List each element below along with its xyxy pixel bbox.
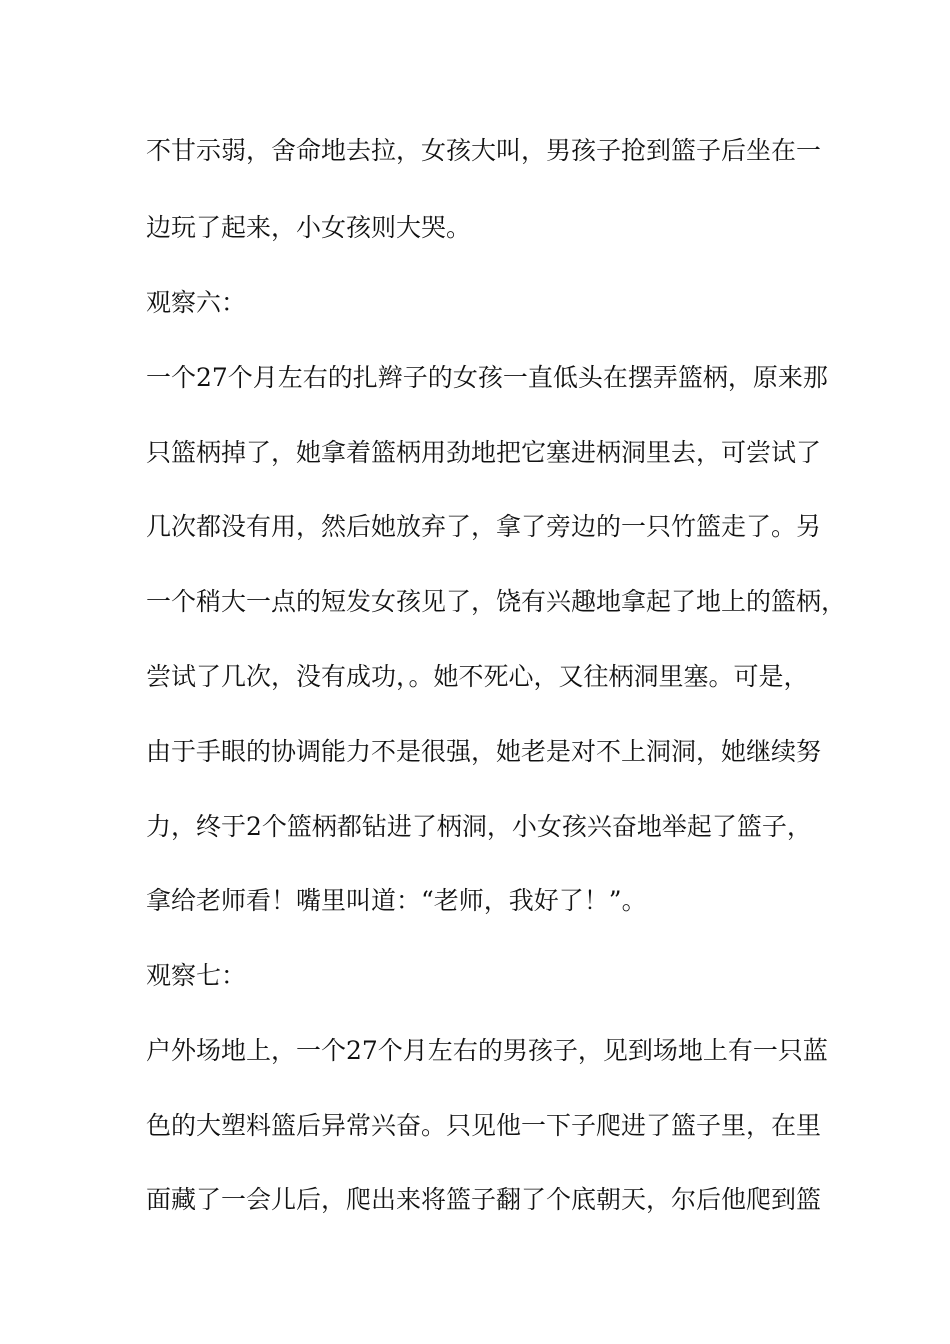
section-heading: 观察六： bbox=[146, 288, 247, 317]
text-line: 色的大塑料篮后异常兴奋。只见他一下子爬进了篮子里，在里 bbox=[146, 1111, 822, 1140]
text-line: 尝试了几次，没有成功，。她不死心，又往柄洞里塞。可是， bbox=[146, 662, 809, 691]
text-line: 一个稍大一点的短发女孩见了，饶有兴趣地拿起了地上的篮柄， bbox=[146, 587, 847, 616]
text-line: 一个27个月左右的扎辫子的女孩一直低头在摆弄篮柄，原来那 bbox=[146, 363, 828, 392]
text-line: 户外场地上，一个27个月左右的男孩子，见到场地上有一只蓝 bbox=[146, 1036, 828, 1065]
text-line: 力，终于2个篮柄都钻进了柄洞，小女孩兴奋地举起了篮子， bbox=[146, 812, 812, 841]
text-line: 几次都没有用，然后她放弃了，拿了旁边的一只竹篮走了。另 bbox=[146, 512, 822, 541]
text-line: 不甘示弱，舍命地去拉，女孩大叫，男孩子抢到篮子后坐在一 bbox=[146, 136, 822, 165]
section-heading: 观察七： bbox=[146, 961, 247, 990]
text-line: 由于手眼的协调能力不是很强，她老是对不上洞洞，她继续努 bbox=[146, 737, 822, 766]
text-line: 拿给老师看！嘴里叫道：“老师，我好了！”。 bbox=[146, 886, 647, 915]
text-line: 面藏了一会儿后，爬出来将篮子翻了个底朝天，尔后他爬到篮 bbox=[146, 1185, 822, 1214]
text-line: 只篮柄掉了，她拿着篮柄用劲地把它塞进柄洞里去，可尝试了 bbox=[146, 438, 822, 467]
text-line: 边玩了起来，小女孩则大哭。 bbox=[146, 213, 472, 242]
